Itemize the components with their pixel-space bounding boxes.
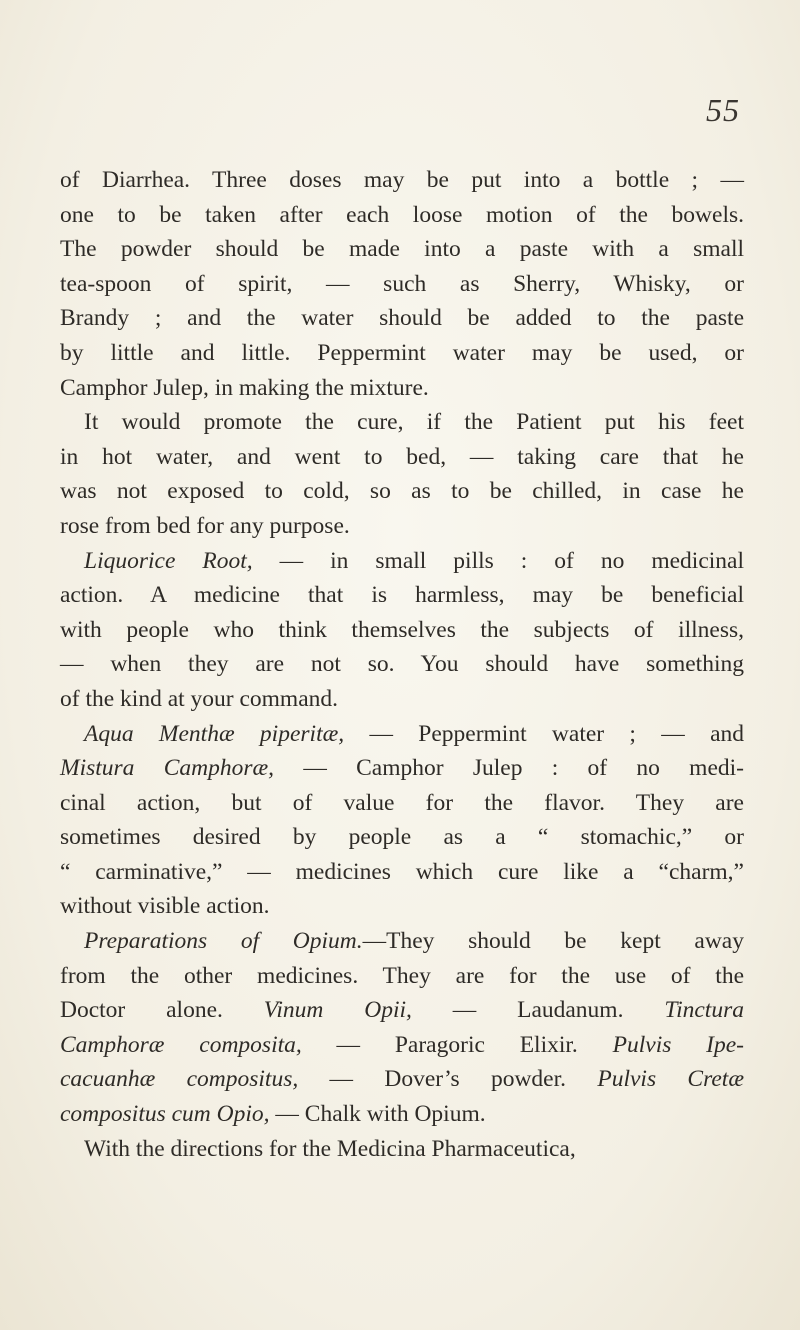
text-line: Brandy ; and the water should be added to the paste — [60, 305, 744, 332]
text-line: Doctor alone. Vinum Opii, — Laudanum. Tinctura — [60, 997, 744, 1024]
text-line: one to be taken after each loose motion of the bowels. — [60, 201, 744, 228]
text-line: Liquorice Root, — in small pills : of no medicinal — [84, 547, 744, 574]
text-line: without visible action. — [60, 893, 270, 920]
text-line: action. A medicine that is harmless, may be beneficial — [60, 582, 744, 609]
latin-term: Camphoræ composita, — [60, 1031, 302, 1058]
text-line: Aqua Menthæ piperitæ, — Peppermint water ; — and — [84, 720, 744, 747]
text-line: in hot water, and went to bed, — taking care that he — [60, 443, 744, 470]
body-text — [60, 163, 744, 1166]
text-line: — when they are not so. You should have something — [60, 651, 744, 678]
latin-term: Pulvis Ipe- — [612, 1031, 744, 1058]
text-line: of the kind at your command. — [60, 685, 339, 712]
text-line: with people who think themselves the subjects of illness, — [60, 616, 744, 643]
page-number: 55 — [706, 92, 740, 128]
text-line: by little and little. Peppermint water may be used, or — [60, 339, 744, 366]
section-heading: Preparations of Opium. — [84, 928, 363, 955]
text-line: With the directions for the Medicina Pharmaceutica, — [84, 1135, 576, 1162]
latin-term: Mistura Camphoræ, — [60, 755, 275, 782]
latin-term: cacuanhæ compositus, — [60, 1066, 299, 1093]
latin-term: Pulvis Cretæ — [597, 1066, 744, 1093]
latin-term: Tinctura — [664, 997, 744, 1024]
text-line: cinal action, but of value for the flavor. They are — [60, 789, 744, 816]
text-line: was not exposed to cold, so as to be chilled, in case he — [60, 478, 744, 505]
text-line: Mistura Camphoræ, — Camphor Julep : of no medi- — [60, 755, 744, 782]
latin-term: compositus cum Opio, — [60, 1101, 270, 1128]
text-line: of Diarrhea. Three doses may be put into a bottle ; — — [60, 167, 744, 193]
text-line: It would promote the cure, if the Patient put his feet — [84, 409, 744, 436]
text-line: tea-spoon of spirit, — such as Sherry, Whisky, or — [60, 270, 744, 297]
text-line: compositus cum Opio, — Chalk with Opium. — [60, 1101, 486, 1128]
text-line: sometimes desired by people as a “ stomachic,” or — [60, 824, 744, 851]
text-line: The powder should be made into a paste with a small — [60, 236, 744, 263]
latin-term: Liquorice Root, — [84, 547, 253, 574]
latin-term: Vinum Opii, — [263, 997, 412, 1024]
text-line: from the other medicines. They are for the use of the — [60, 962, 744, 989]
text-line: cacuanhæ compositus, — Dover’s powder. Pulvis Cretæ — [60, 1066, 744, 1093]
text-line: Preparations of Opium.—They should be kept away — [84, 928, 744, 955]
text-line: Camphor Julep, in making the mixture. — [60, 374, 429, 401]
latin-term: Aqua Menthæ piperitæ, — [84, 720, 345, 747]
text-line: rose from bed for any purpose. — [60, 512, 350, 539]
text-line: “ carminative,” — medicines which cure like a “charm,” — [60, 858, 744, 885]
text-line: Camphoræ composita, — Paragoric Elixir. Pulvis Ipe- — [60, 1031, 744, 1058]
